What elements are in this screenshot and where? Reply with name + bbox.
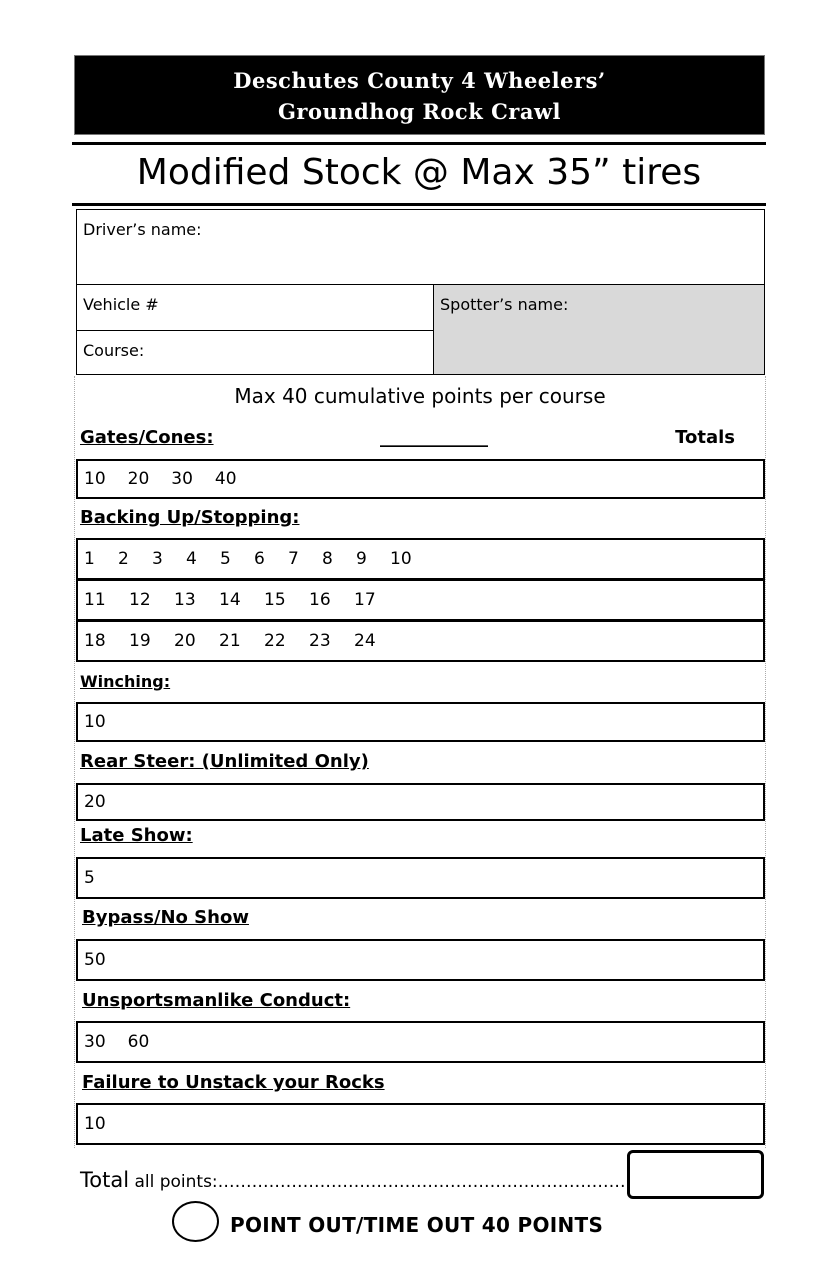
class-title: Modified Stock @ Max 35” tires: [72, 142, 766, 206]
bypass-row[interactable]: [76, 939, 765, 981]
rear-steer-heading: Rear Steer: (Unlimited Only): [80, 751, 369, 772]
max-points-note: Max 40 cumulative points per course: [234, 384, 606, 408]
gates-score-10[interactable]: 10: [84, 469, 106, 489]
unsportsmanlike-score[interactable]: 60: [127, 1032, 150, 1052]
total-all-points-label: all points:: [129, 1172, 218, 1192]
unsportsmanlike-row[interactable]: [76, 1021, 765, 1063]
late-show-heading: Late Show:: [80, 825, 193, 846]
total-points-box[interactable]: [627, 1150, 764, 1199]
backing-row-1[interactable]: [76, 538, 765, 580]
gates-blank-line: ____________: [380, 427, 488, 448]
driver-name-field[interactable]: [76, 209, 765, 285]
winching-score[interactable]: 10: [84, 712, 106, 732]
backing-score[interactable]: 3: [152, 549, 163, 569]
backing-score[interactable]: 6: [254, 549, 265, 569]
course-field[interactable]: [76, 330, 434, 375]
bypass-score[interactable]: 50: [84, 950, 106, 970]
backing-score[interactable]: 13: [174, 590, 196, 610]
unstack-score[interactable]: 10: [84, 1114, 106, 1134]
backing-score[interactable]: 19: [129, 631, 151, 651]
point-out-note: POINT OUT/TIME OUT 40 POINTS: [230, 1213, 604, 1237]
unsportsmanlike-heading: Unsportsmanlike Conduct:: [82, 990, 351, 1011]
course-label: Course:: [83, 341, 145, 360]
backing-score[interactable]: 5: [220, 549, 231, 569]
backing-score[interactable]: 18: [84, 631, 106, 651]
backing-score[interactable]: 7: [288, 549, 299, 569]
total-dotted-leader: ……………………………………………………………….: [217, 1172, 632, 1192]
rear-steer-score[interactable]: 20: [84, 792, 106, 812]
driver-name-label: Driver’s name:: [83, 220, 202, 239]
gates-scores-row[interactable]: [76, 459, 765, 499]
backing-row-2[interactable]: [76, 579, 765, 621]
gates-heading: [80, 427, 735, 453]
unsportsmanlike-score[interactable]: 30: [84, 1032, 106, 1052]
spotter-name-label: Spotter’s name:: [440, 295, 569, 314]
backing-score[interactable]: 22: [264, 631, 286, 651]
late-show-score[interactable]: 5: [84, 868, 95, 888]
event-header-line2: Groundhog Rock Crawl: [277, 99, 562, 124]
backing-score[interactable]: 16: [309, 590, 331, 610]
spotter-name-field[interactable]: [433, 284, 765, 375]
unstack-heading: Failure to Unstack your Rocks: [82, 1072, 385, 1093]
late-show-row[interactable]: [76, 857, 765, 899]
backing-row-3[interactable]: [76, 620, 765, 662]
backing-score[interactable]: 24: [354, 631, 376, 651]
gates-score-20[interactable]: 20: [127, 469, 150, 489]
event-header-line1: Deschutes County 4 Wheelers’: [233, 68, 606, 93]
backing-score[interactable]: 17: [354, 590, 376, 610]
event-header: [74, 55, 765, 135]
rear-steer-row[interactable]: [76, 783, 765, 821]
backing-heading: Backing Up/Stopping:: [80, 507, 300, 528]
unstack-row[interactable]: [76, 1103, 765, 1145]
backing-score[interactable]: 11: [84, 590, 106, 610]
winching-heading: Winching:: [80, 672, 171, 691]
backing-score[interactable]: 15: [264, 590, 286, 610]
total-line: [80, 1168, 631, 1192]
backing-score[interactable]: 20: [174, 631, 196, 651]
vehicle-number-field[interactable]: [76, 284, 434, 331]
gates-label: Gates/Cones:: [80, 427, 214, 448]
backing-score[interactable]: 8: [322, 549, 333, 569]
backing-score[interactable]: 23: [309, 631, 331, 651]
totals-label: Totals: [675, 427, 735, 448]
backing-score[interactable]: 21: [219, 631, 241, 651]
backing-score[interactable]: 9: [356, 549, 367, 569]
point-out-checkbox[interactable]: [172, 1201, 219, 1242]
backing-score[interactable]: 4: [186, 549, 197, 569]
backing-score[interactable]: 2: [118, 549, 129, 569]
gates-score-30[interactable]: 30: [171, 469, 193, 489]
backing-score[interactable]: 12: [129, 590, 151, 610]
gates-score-40[interactable]: 40: [214, 469, 237, 489]
bypass-heading: Bypass/No Show: [82, 907, 249, 928]
backing-score[interactable]: 1: [84, 549, 95, 569]
winching-row[interactable]: [76, 702, 765, 742]
backing-score[interactable]: 14: [219, 590, 241, 610]
backing-score[interactable]: 10: [390, 549, 412, 569]
vehicle-number-label: Vehicle #: [83, 295, 159, 314]
total-label: Total: [80, 1168, 130, 1192]
